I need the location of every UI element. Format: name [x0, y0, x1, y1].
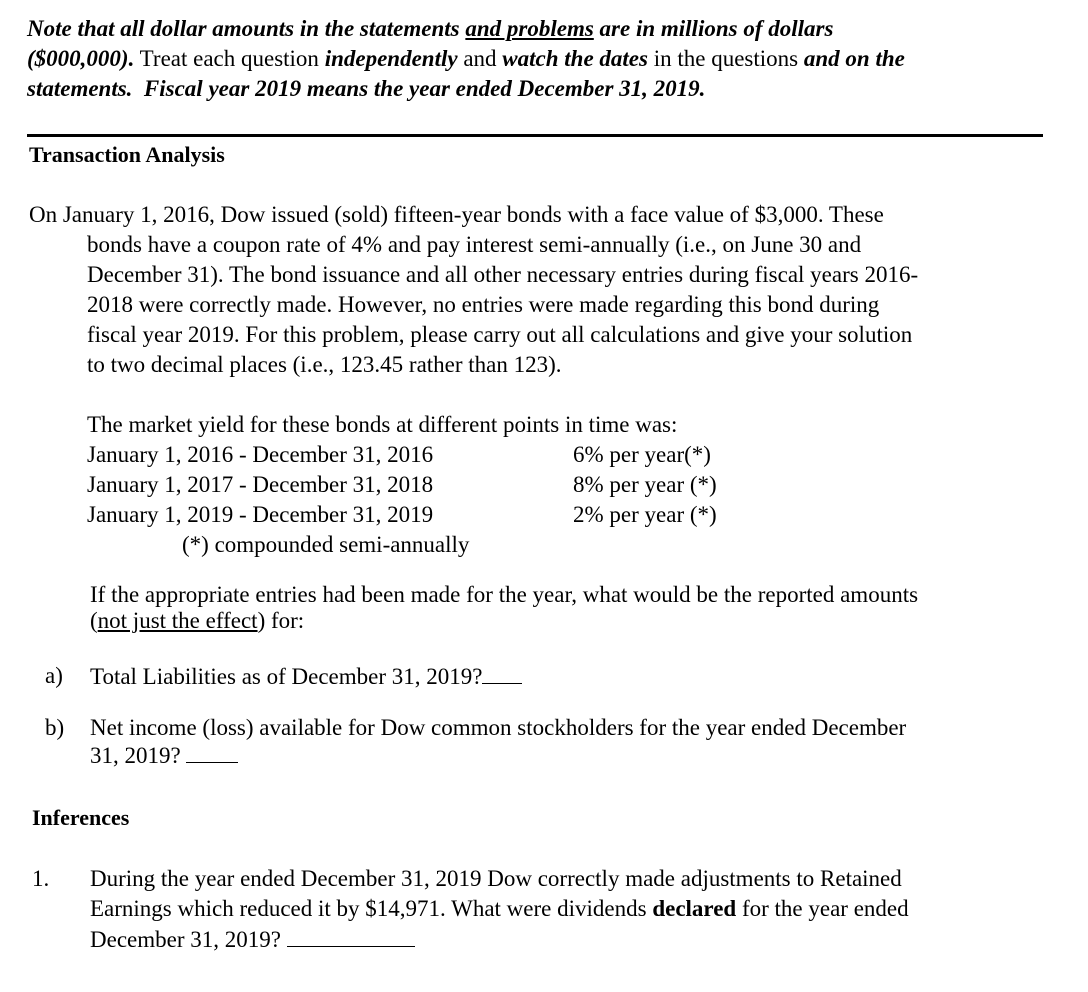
question-intro-line2: [90, 606, 304, 636]
note-part3: are in millions of dollars: [593, 16, 834, 41]
answer-blank-a[interactable]: [482, 661, 522, 684]
para-line-6: to two decimal places (i.e., 123.45 rather than 123).: [87, 352, 562, 377]
note-part11: statements.: [27, 76, 133, 101]
para-line-2: bonds have a coupon rate of 4% and pay interest semi-annually (i.e., on June 30 and: [87, 232, 862, 257]
question-b-line2-text: 31, 2019?: [90, 743, 181, 768]
inference-1-line3-text: December 31, 2019?: [90, 927, 281, 952]
note-part5: Treat each question: [134, 46, 325, 71]
inference-1-line2c: for the year ended: [736, 896, 909, 921]
question-intro-close: ) for:: [257, 608, 305, 633]
answer-blank-b[interactable]: [186, 740, 238, 763]
inference-1-declared: declared: [652, 896, 737, 921]
note-part2: and problems: [465, 16, 594, 41]
note-part1: Note that all dollar amounts in the statements: [27, 16, 466, 41]
note-part12: Fiscal year 2019 means the year ended December 31, 2019.: [143, 76, 706, 101]
yield-intro: The market yield for these bonds at different points in time was:: [87, 412, 678, 437]
yield-period-3: January 1, 2019 - December 31, 2019: [87, 502, 434, 527]
yield-rate-3: 2% per year (*): [573, 502, 717, 527]
question-a: [90, 661, 522, 692]
answer-blank-inference-1[interactable]: [287, 924, 415, 947]
question-intro-open: (: [90, 608, 98, 633]
inference-1-line2a: Earnings which reduced it by $14,971. What were dividends: [90, 896, 653, 921]
yield-footnote: (*) compounded semi-annually: [182, 532, 470, 557]
question-a-label: a): [45, 663, 63, 688]
para-line-3: December 31). The bond issuance and all other necessary entries during fiscal years 2016-: [87, 262, 919, 287]
note-part7: and: [457, 46, 503, 71]
question-b-label: b): [45, 715, 65, 740]
question-a-text: Total Liabilities as of December 31, 2019?: [90, 664, 483, 689]
note-part10: and on the: [803, 46, 905, 71]
inference-1-line1: During the year ended December 31, 2019 Dow correctly made adjustments to Retained: [90, 866, 902, 891]
para-line-1: On January 1, 2016, Dow issued (sold) fifteen-year bonds with a face value of $3,000. These: [29, 202, 884, 227]
transaction-heading: Transaction Analysis: [29, 142, 225, 167]
question-intro-line1: If the appropriate entries had been made for the year, what would be the reported amounts: [90, 582, 919, 607]
note-part4: ($000,000).: [27, 46, 135, 71]
yield-rate-1: 6% per year(*): [573, 442, 711, 467]
inference-1-line3: [90, 924, 415, 955]
para-line-5: fiscal year 2019. For this problem, please carry out all calculations and give your solution: [87, 322, 913, 347]
note-part6: independently: [324, 46, 458, 71]
question-b-line1: Net income (loss) available for Dow common stockholders for the year ended December: [90, 715, 907, 740]
instructions-note: [27, 14, 1067, 104]
yield-period-2: January 1, 2017 - December 31, 2018: [87, 472, 434, 497]
yield-period-1: January 1, 2016 - December 31, 2016: [87, 442, 434, 467]
inference-1-label: 1.: [32, 866, 50, 891]
inference-1-line2: [90, 894, 909, 924]
question-b-line2: [90, 740, 238, 771]
note-part8: watch the dates: [502, 46, 648, 71]
section-divider: [27, 134, 1043, 137]
note-part9: in the questions: [647, 46, 804, 71]
para-line-4: 2018 were correctly made. However, no entries were made regarding this bond during: [87, 292, 880, 317]
yield-rate-2: 8% per year (*): [573, 472, 717, 497]
question-intro-underlined: not just the effect: [97, 608, 258, 633]
inferences-heading: Inferences: [32, 805, 130, 830]
